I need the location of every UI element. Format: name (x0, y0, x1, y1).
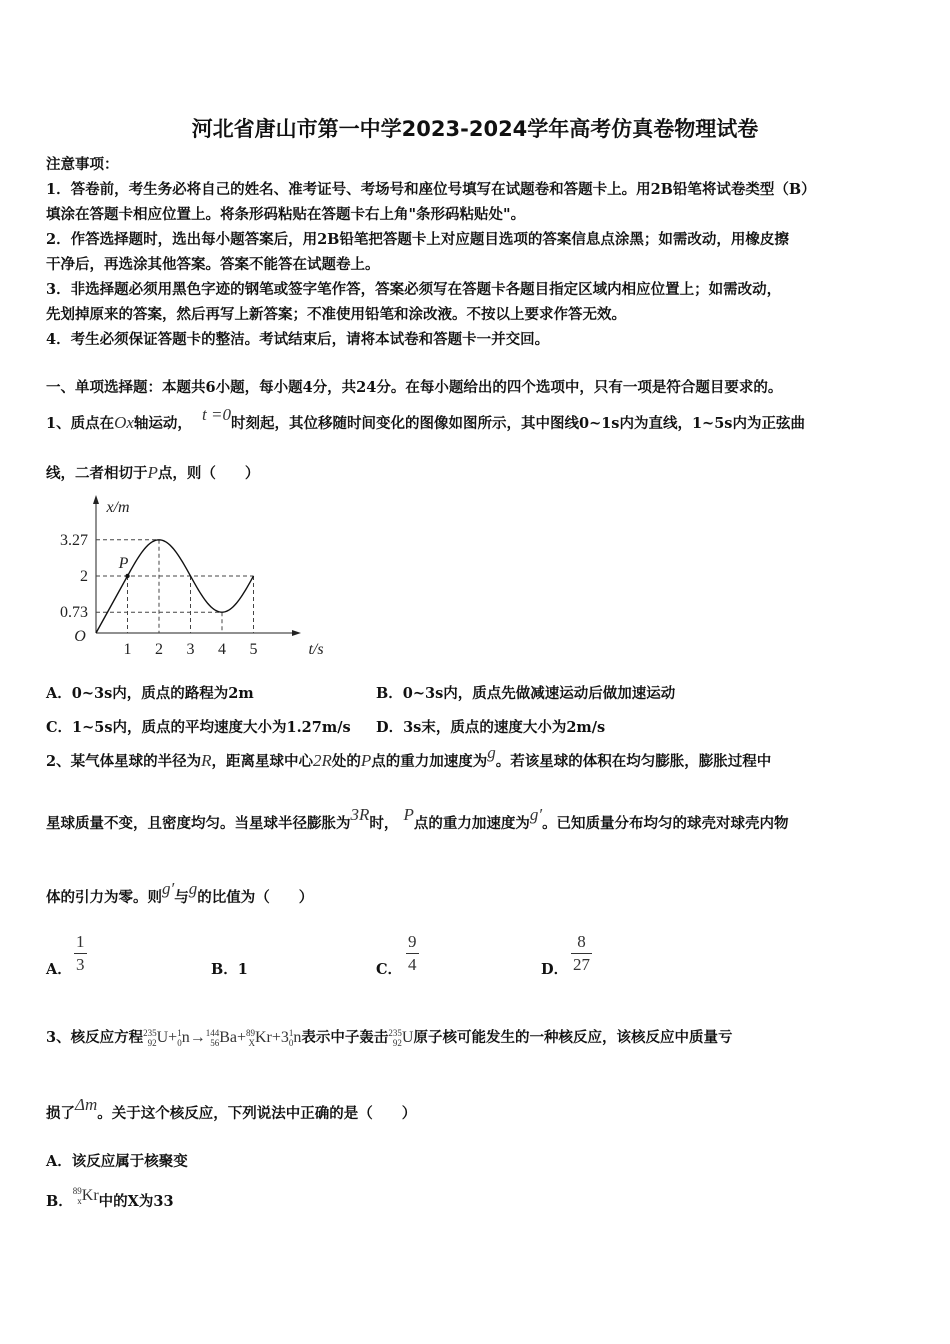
question-1-line-2 (46, 462, 916, 483)
fraction-numerator: 1 (76, 932, 85, 951)
nuclear-equation (143, 1028, 302, 1049)
q3-var: Δm (75, 1095, 98, 1114)
operator: + (168, 1029, 178, 1046)
y-axis-arrow (93, 495, 99, 504)
notice-line: 1．答卷前，考生务必将自己的姓名、准考证号、考场号和座位号填写在试题卷和答题卡上。用2B铅笔将试卷类型（B） (46, 181, 816, 198)
q3-text: 损了 (46, 1105, 75, 1122)
q2-var: g′ (162, 879, 175, 898)
q1-text: 轴运动， (133, 415, 192, 432)
notice-line: 填涂在答题卡相应位置上。将条形码粘贴在答题卡右上角"条形码粘贴处"。 (46, 206, 526, 223)
mass-number: 1 (177, 1028, 182, 1039)
x-tick-label: 2 (155, 641, 163, 658)
q2-var: R (201, 751, 212, 770)
mass-number: 89 (72, 1186, 82, 1197)
q3-option-a: A．该反应属于核聚变 (46, 1153, 188, 1170)
notice-line: 干净后，再选涂其他答案。答案不能答在试题卷上。 (46, 256, 380, 273)
fraction-denominator: 4 (408, 955, 417, 974)
curve-linear-segment (96, 576, 128, 633)
y-axis-label: x/m (106, 499, 130, 516)
x-axis-label: t/s (308, 641, 324, 658)
chart-guides (96, 540, 254, 633)
q1-text: 1、质点在 (46, 415, 115, 432)
q2-option-d-label: D． (541, 961, 569, 978)
section-heading: 一、单项选择题：本题共6小题，每小题4分，共24分。在每小题给出的四个选项中，只有一项是符合题目要求的。 (46, 379, 783, 396)
q2-text: 点的重力加速度为 (413, 815, 530, 832)
option-label: B． (46, 1193, 73, 1210)
q1-option-a: A．0~3s内，质点的路程为2m (46, 685, 254, 702)
atomic-number: 92 (392, 1038, 402, 1049)
q2-text: 2、某气体星球的半径为 (46, 753, 202, 770)
q2-var: P (360, 751, 372, 770)
q2-text: 处的 (331, 753, 361, 770)
q1-text: 时刻起，其位移随时间变化的图像如图所示，其中图线0~1s内为直线，1~5s内为正弦曲 (230, 415, 805, 432)
question-3-line-1 (46, 1026, 916, 1048)
q2-option-a-label: A． (46, 961, 72, 978)
fraction-numerator: 8 (577, 932, 586, 951)
question-1-line-1 (46, 405, 916, 433)
x-tick-label: 5 (249, 641, 258, 658)
coefficient: 3 (280, 1029, 289, 1046)
atomic-number: X (248, 1038, 255, 1049)
q2-text: 星球质量不变，且密度均匀。当星球半径膨胀为 (46, 815, 351, 832)
question-2-line-3 (46, 879, 916, 907)
q1-p: P (147, 463, 158, 482)
atomic-number: 56 (210, 1038, 220, 1049)
displacement-time-chart (46, 490, 324, 665)
q1-text: 线，二者相切于 (46, 465, 148, 482)
notice-line: 2．作答选择题时，选出每小题答案后，用2B铅笔把答题卡上对应题目选项的答案信息点涂黑；如需改动，用橡皮擦 (46, 231, 789, 248)
element-symbol: Kr (255, 1029, 272, 1046)
y-tick-label: 2 (80, 568, 88, 585)
q3-text: 原子核可能发生的一种核反应，该核反应中质量亏 (413, 1029, 733, 1046)
x-axis-arrow (292, 630, 301, 636)
q3-text: 3、核反应方程 (46, 1029, 144, 1046)
question-2-line-1 (46, 743, 916, 771)
q2-text: ，距离星球中心 (211, 753, 313, 770)
q1-option-b: B．0~3s内，质点先做减速运动后做加速运动 (376, 685, 676, 702)
q2-text: 与 (174, 889, 189, 906)
q3-option-b (46, 1186, 174, 1212)
element-symbol: U (401, 1029, 414, 1046)
element-symbol: Ba (219, 1029, 237, 1046)
q2-var: 2R (312, 751, 332, 770)
q2-option-c-label: C． (376, 961, 403, 978)
q2-text: 。已知质量分布均匀的球壳对球壳内物 (542, 815, 789, 832)
fraction-denominator: 27 (573, 955, 590, 974)
fraction-numerator: 9 (408, 932, 417, 951)
atomic-number: x (77, 1196, 82, 1207)
q2-text: 点的重力加速度为 (371, 753, 488, 770)
q2-text: 体的引力为零。则 (46, 889, 162, 906)
y-tick-label: 3.27 (60, 531, 88, 549)
point-p-marker (125, 574, 129, 578)
q2-option-a-fraction (74, 932, 87, 975)
q2-text: 时， (369, 815, 399, 832)
notice-line: 4．考生必须保证答题卡的整洁。考试结束后，请将本试卷和答题卡一并交回。 (46, 331, 550, 348)
q3-text: 表示中子轰击 (301, 1029, 389, 1046)
q2-text: 的比值为（ ） (197, 889, 314, 906)
notice-heading: 注意事项： (46, 156, 119, 173)
mass-number: 1 (288, 1028, 294, 1039)
mass-number: 89 (246, 1028, 255, 1039)
page-title: 河北省唐山市第一中学2023-2024学年高考仿真卷物理试卷 (191, 117, 759, 141)
q2-var: P (403, 805, 414, 824)
q1-option-c: C．1~5s内，质点的平均速度大小为1.27m/s (46, 719, 351, 736)
q2-var: g′ (529, 805, 543, 824)
q1-option-d: D．3s末，质点的速度大小为2m/s (376, 719, 606, 736)
chart-curve (96, 540, 254, 633)
reaction-arrow: → (189, 1029, 206, 1046)
mass-number: 144 (205, 1028, 220, 1039)
q2-option-b-label: B．1 (211, 961, 248, 978)
atomic-number: 0 (177, 1038, 182, 1049)
element-symbol: n (293, 1029, 302, 1046)
q1-text: 点，则（ ） (157, 465, 260, 482)
x-tick-label: 4 (218, 641, 226, 658)
q2-text: 。若该星球的体积在均匀膨胀，膨胀过程中 (495, 753, 772, 770)
q1-t0: t =0 (202, 405, 231, 424)
element-symbol: Kr (81, 1187, 99, 1204)
q2-var: g (188, 879, 198, 898)
mass-number: 235 (143, 1028, 157, 1039)
point-p-label: P (118, 555, 129, 572)
question-3-line-2 (46, 1095, 916, 1123)
x-tick-label: 1 (123, 641, 132, 658)
element-symbol: U (156, 1029, 169, 1046)
mass-number: 235 (388, 1028, 402, 1039)
notice-line: 先划掉原来的答案，然后再写上新答案；不准使用铅笔和涂改液。不按以上要求作答无效。 (46, 306, 626, 323)
origin-label: O (74, 628, 86, 645)
q2-var: 3R (350, 805, 370, 824)
q2-option-d-fraction (571, 932, 592, 975)
operator: + (271, 1029, 281, 1046)
fraction-denominator: 3 (76, 955, 85, 974)
atomic-number: 0 (288, 1038, 294, 1049)
option-text: 中的X为33 (98, 1193, 174, 1210)
q3-text: 。关于这个核反应，下列说法中正确的是（ ） (97, 1105, 417, 1122)
y-tick-label: 0.73 (60, 604, 88, 622)
question-2-line-2 (46, 805, 916, 833)
notice-line: 3．非选择题必须用黑色字迹的钢笔或签字笔作答，答案必须写在答题卡各题目指定区域内相应位置上；如需改动， (46, 281, 782, 298)
operator: + (236, 1029, 246, 1046)
element-symbol: n (181, 1029, 190, 1046)
q2-var: g (487, 743, 496, 762)
atomic-number: 92 (147, 1038, 157, 1049)
q1-ox: Ox (114, 413, 134, 432)
x-tick-label: 3 (186, 641, 195, 658)
q2-option-c-fraction (406, 932, 419, 975)
